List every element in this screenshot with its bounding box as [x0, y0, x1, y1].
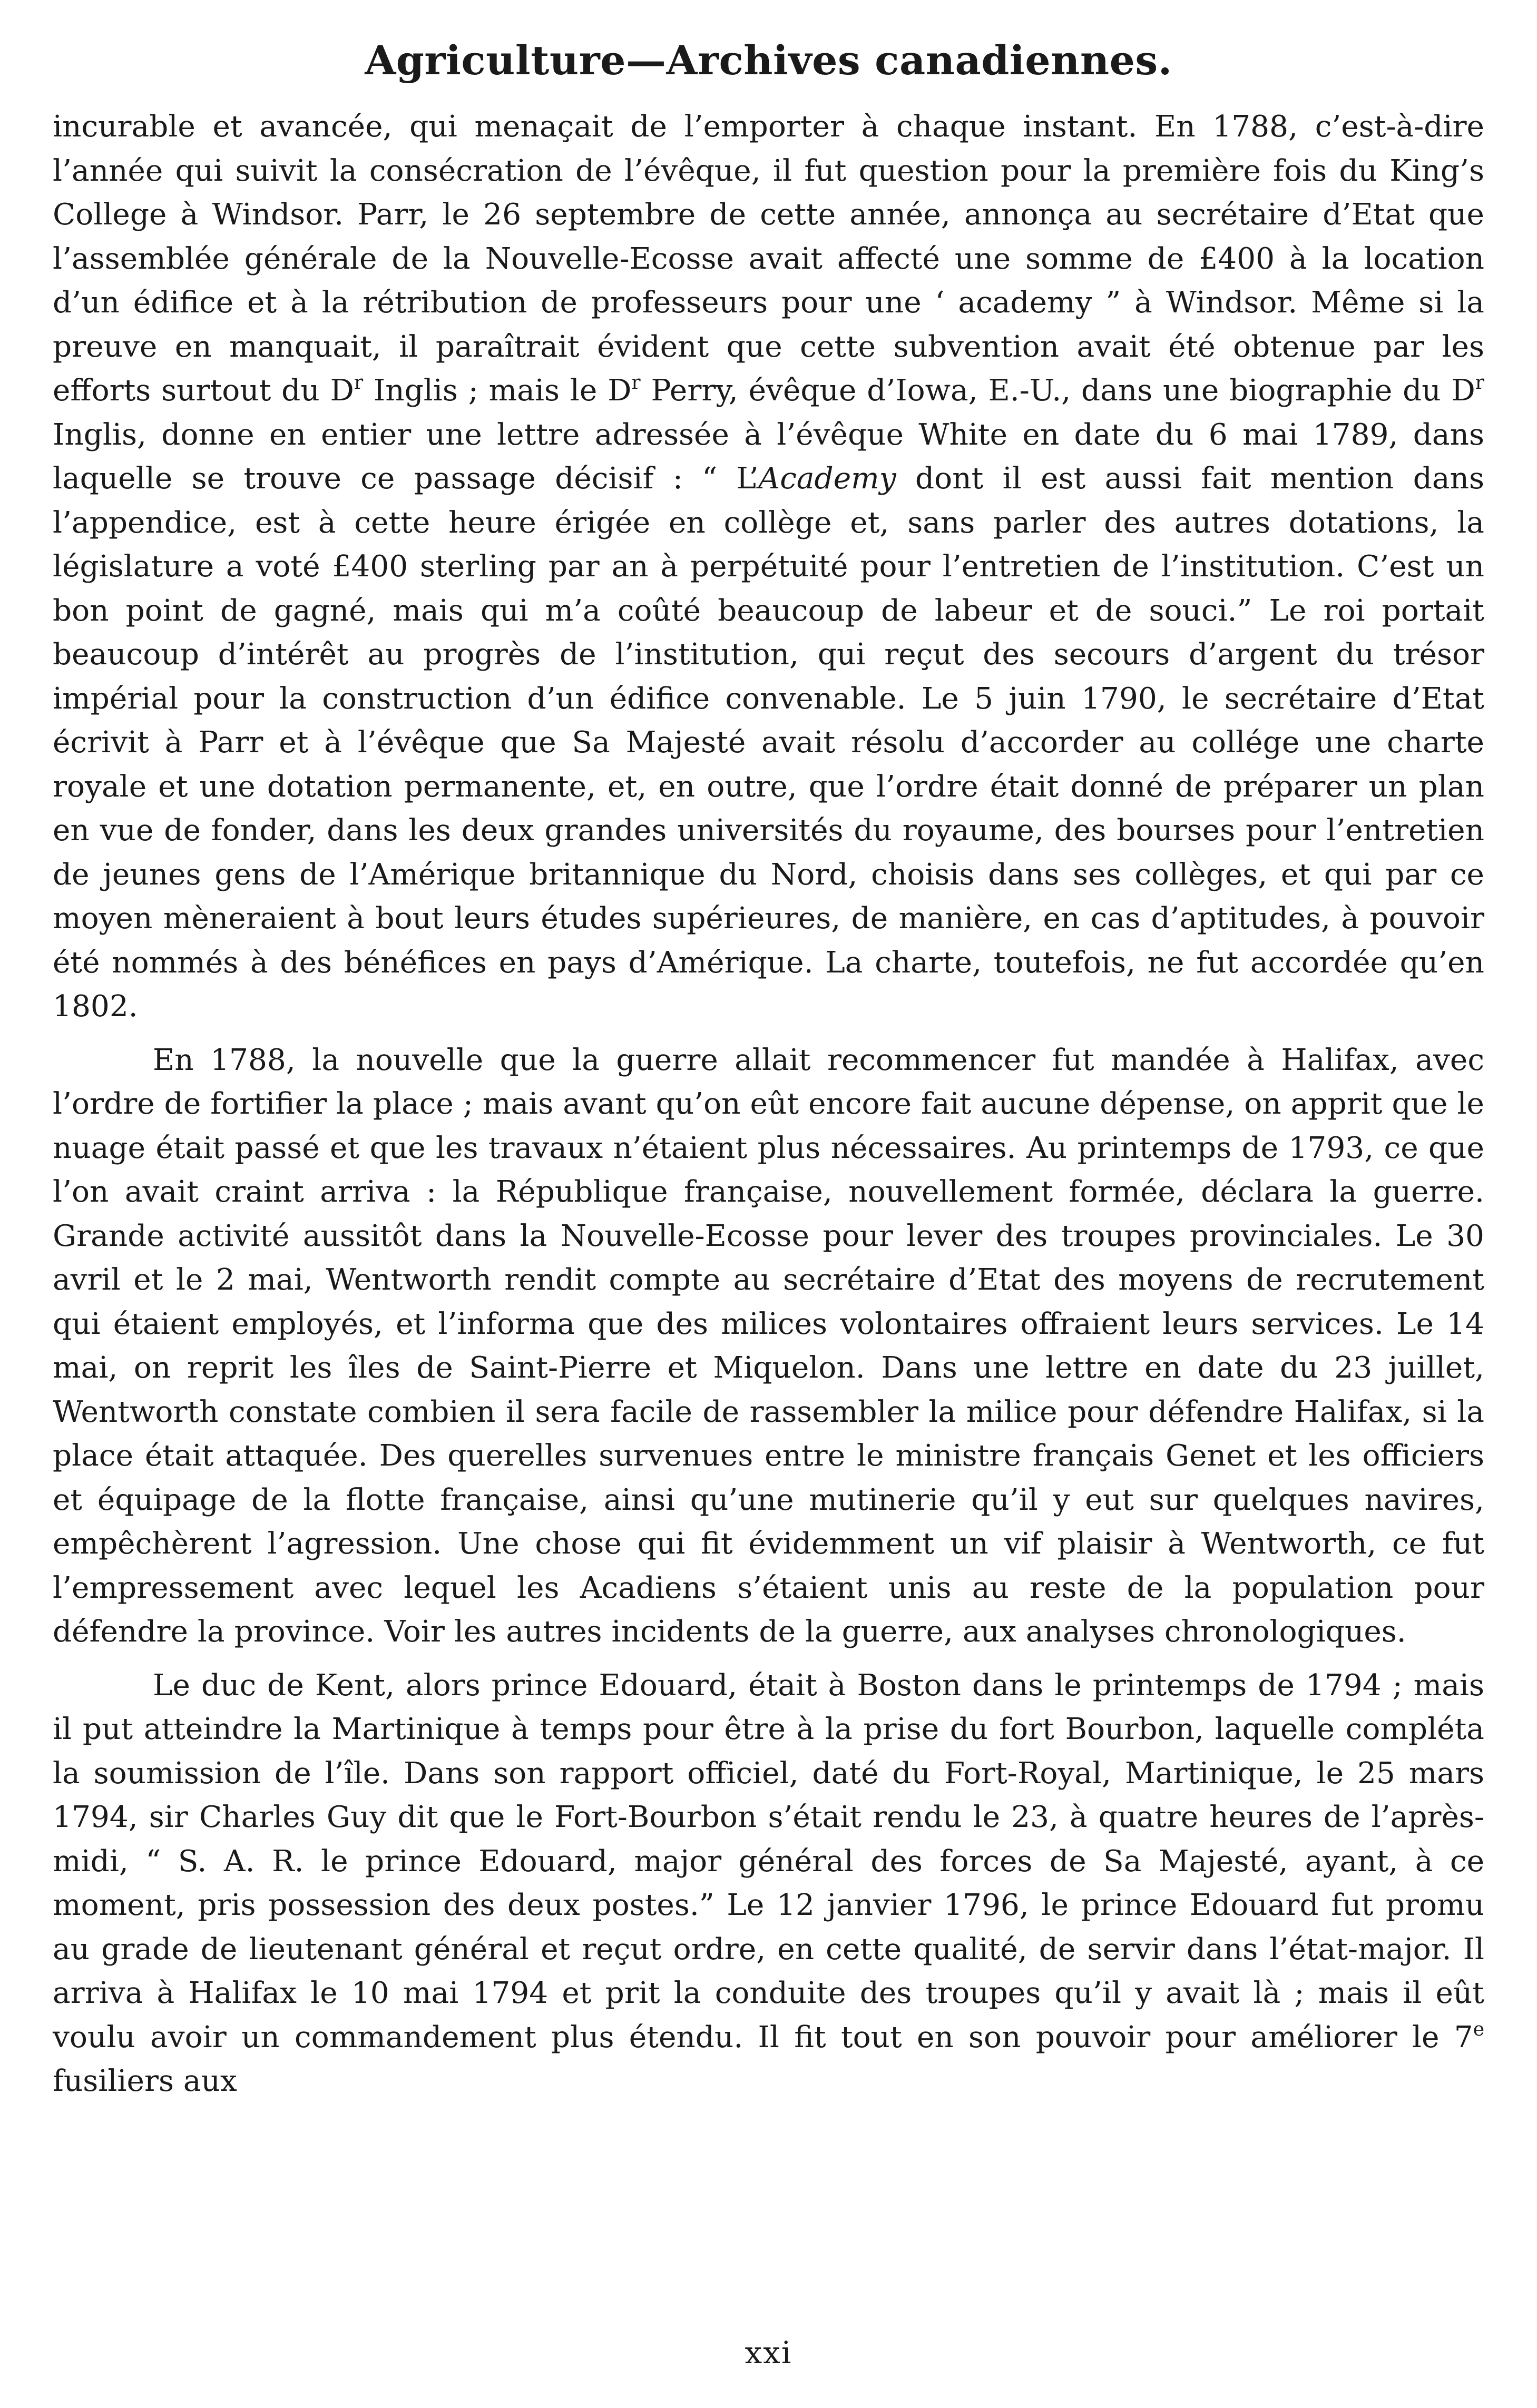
text-run: En 1788, la nouvelle que la guerre allait recommencer fut mandée à Halifax, avec l’ordre de fortifier la place ; mais avant qu’on eût encore fait aucune dépense, on apprit que le nuage était passé et que les travaux n’étaient plus nécessaires. Au printemps de 1793, ce que l’on avait craint arriva : la République française, nouvellement formée, déclara la guerre. Grande activité aussitôt dans la Nouvelle-Ecosse pour lever des troupes provinciales. Le 30 avril et le 2 mai, Wentworth rendit compte au secrétaire d’Etat des moyens de recrutement qui étaient employés, et l’informa que des milices volontaires offraient leurs services. Le 14 mai, on reprit les îles de Saint-Pierre et Miquelon. Dans une lettre en date du 23 juillet, Wentworth constate combien il sera facile de rassembler la milice pour défendre Halifax, si la place était attaquée. Des querelles survenues entre le ministre français Genet et les officiers et équipage de la flotte française, ainsi qu’une mutinerie qu’il y eut sur quelques navires, empêchèrent l’agression. Une chose qui fit évidemment un vif plaisir à Wentworth, ce fut l’empressement avec lequel les Acadiens s’étaient unis au reste de la population pour défendre la province. Voir les autres incidents de la guerre, aux analyses chronologiques. [53, 1043, 1484, 1649]
superscript: r [1475, 372, 1484, 394]
text-run: dont il est aussi fait mention dans l’appendice, est à cette heure érigée en collège et, sans parler des autres dotations, la législature a voté £400 sterling par an à perpétuité pour l’entretien de l’institution. C’est un bon point de gagné, mais qui m’a coûté beaucoup de labeur et de souci.” Le roi portait beaucoup d’intérêt au progrès de l’institution, qui reçut des secours d’argent du trésor impérial pour la construction d’un édifice convenable. Le 5 juin 1790, le secrétaire d’Etat écrivit à Parr et à l’évêque que Sa Majesté avait résolu d’accorder au collége une charte royale et une dotation permanente, et, en outre, que l’ordre était donné de préparer un plan en vue de fonder, dans les deux grandes universités du royaume, des bourses pour l’entretien de jeunes gens de l’Amérique britannique du Nord, choisis dans ses collèges, et qui par ce moyen mèneraient à bout leurs études supérieures, de manière, en cas d’aptitudes, à pouvoir été nommés à des bénéfices en pays d’Amérique. La charte, toutefois, ne fut accordée qu’en 1802. [53, 461, 1484, 1024]
text-run: incurable et avancée, qui menaçait de l’emporter à chaque instant. En 1788, c’est-à-dire l’année qui suivit la consécration de l’évêque, il fut question pour la première fois du King’s College à Windsor. Parr, le 26 septembre de cette année, annonça au secrétaire d’Etat que l’assemblée générale de la Nouvelle-Ecosse avait affecté une somme de £400 à la location d’un édifice et à la rétribution de professeurs pour une ‘ academy ” à Windsor. Même si la preuve en manquait, il paraîtrait évident que cette subvention avait été obtenue par les efforts surtout du D [53, 110, 1484, 408]
superscript: e [1473, 2018, 1484, 2040]
paragraph-2 [53, 1038, 1484, 1654]
superscript: r [631, 372, 641, 394]
paragraph-1 [53, 105, 1484, 1029]
italic-term: Academy [758, 461, 896, 496]
text-run: fusiliers aux [53, 2064, 237, 2098]
text-run: Inglis, donne en entier une lettre adressée à l’évêque White en date du 6 mai 1789, dans laquelle se trouve ce passage décisif : “ L’ [53, 417, 1484, 496]
body-text [53, 105, 1484, 2104]
text-run: Perry, évêque d’Iowa, E.-U., dans une biographie du D [640, 374, 1475, 408]
page-number: xxi [745, 2335, 792, 2371]
paragraph-3 [53, 1664, 1484, 2104]
superscript: r [354, 372, 364, 394]
text-run: Inglis ; mais le D [363, 374, 632, 408]
text-run: Le duc de Kent, alors prince Edouard, était à Boston dans le printemps de 1794 ; mais il put atteindre la Martinique à temps pour être à la prise du fort Bourbon, laquelle compléta la soumission de l’île. Dans son rapport officiel, daté du Fort-Royal, Martinique, le 25 mars 1794, sir Charles Guy dit que le Fort-Bourbon s’était rendu le 23, à quatre heures de l’après-midi, “ S. A. R. le prince Edouard, major général des forces de Sa Majesté, ayant, à ce moment, pris possession des deux postes.” Le 12 janvier 1796, le prince Edouard fut promu au grade de lieutenant général et reçut ordre, en cette qualité, de servir dans l’état-major. Il arriva à Halifax le 10 mai 1794 et prit la conduite des troupes qu’il y avait là ; mais il eût voulu avoir un commandement plus étendu. Il fit tout en son pouvoir pour améliorer le 7 [53, 1668, 1484, 2055]
document-page [53, 37, 1484, 2371]
running-title: Agriculture—Archives canadiennes. [365, 37, 1172, 84]
